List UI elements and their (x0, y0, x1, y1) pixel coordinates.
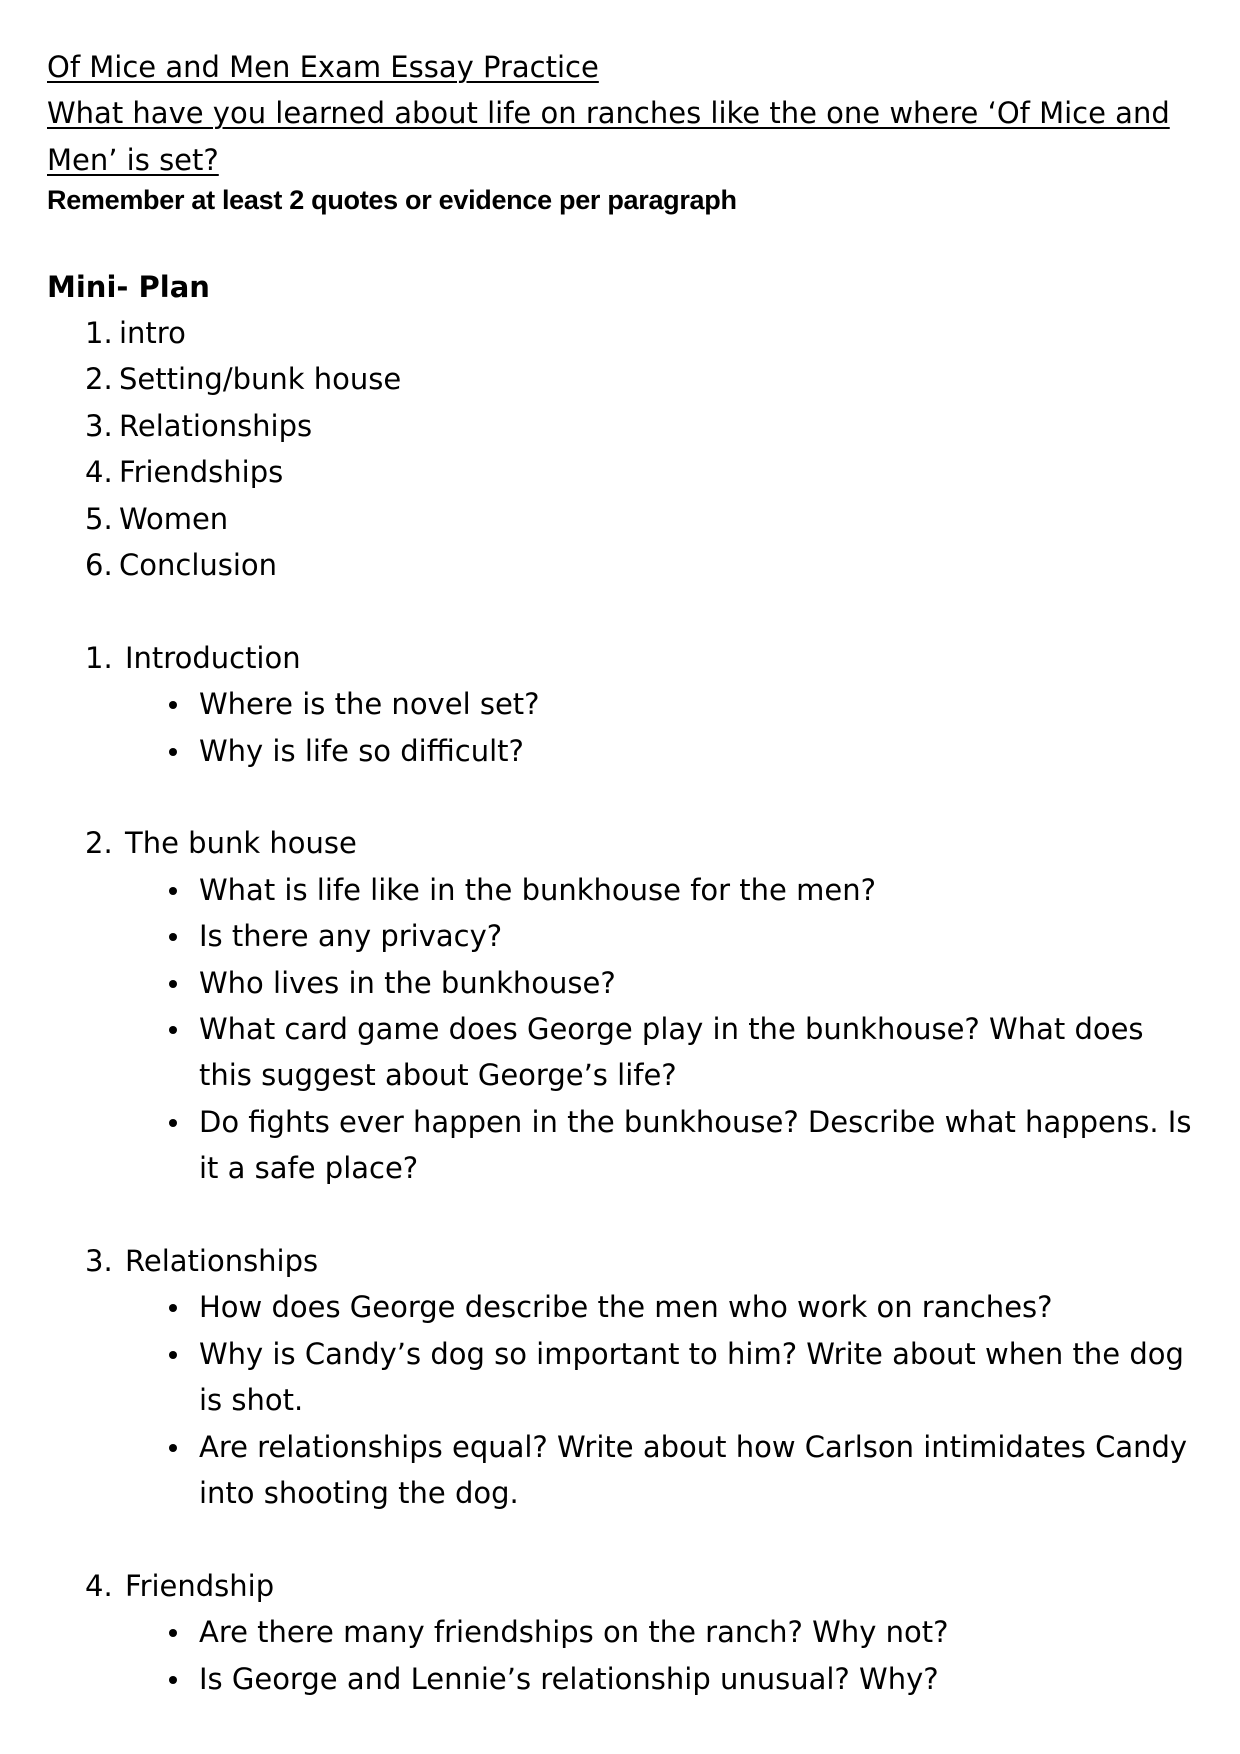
bullet-point: Who lives in the bunkhouse? (47, 960, 1199, 1006)
reminder-note: Remember at least 2 quotes or evidence per paragraph (47, 185, 737, 216)
spacer (47, 1192, 1197, 1238)
section-title: Relationships (125, 1243, 319, 1278)
mini-plan-item (47, 403, 1197, 449)
document-page (47, 44, 1197, 1702)
section-heading (47, 820, 1197, 866)
mini-plan-item (47, 310, 1197, 356)
mini-plan-item (47, 449, 1197, 495)
bullet-point: How does George describe the men who work on ranches? (47, 1284, 1199, 1330)
item-number: 3. (85, 408, 113, 443)
bullet-point: Why is Candy’s dog so important to him? Write about when the dog is shot. (47, 1331, 1199, 1424)
spacer (47, 774, 1197, 820)
section-heading (47, 1238, 1197, 1284)
item-text: Friendships (119, 455, 284, 490)
item-number: 2. (85, 362, 113, 397)
bullet-point: Is there any privacy? (47, 913, 1199, 959)
essay-sections (47, 588, 1197, 1702)
item-number: 6. (85, 547, 113, 582)
bullet-point: Why is life so difficult? (47, 728, 1199, 774)
essay-question: What have you learned about life on ranches like the one where ‘Of Mice and Men’ is set? (47, 96, 1170, 177)
item-number: 5. (85, 501, 113, 536)
section-title: Introduction (125, 640, 301, 675)
mini-plan-heading: Mini- Plan (47, 269, 210, 304)
mini-plan-item (47, 496, 1197, 542)
item-text: Conclusion (119, 547, 278, 582)
document-title: Of Mice and Men Exam Essay Practice (47, 50, 599, 84)
bullet-point: What is life like in the bunkhouse for the men? (47, 867, 1199, 913)
mini-plan-item (47, 542, 1197, 588)
item-number: 4. (85, 455, 113, 490)
section-number: 4. (85, 1568, 113, 1603)
item-text: Women (119, 501, 229, 536)
bullet-point: Is George and Lennie’s relationship unusual? Why? (47, 1656, 1199, 1702)
section-number: 1. (85, 640, 113, 675)
mini-plan-item (47, 356, 1197, 402)
bullet-point: Where is the novel set? (47, 681, 1199, 727)
bullet-point: What card game does George play in the bunkhouse? What does this suggest about George’s life? (47, 1006, 1199, 1099)
section-title: The bunk house (125, 826, 357, 861)
section-title: Friendship (125, 1568, 275, 1603)
section-number: 2. (85, 826, 113, 861)
item-number: 1. (85, 315, 113, 350)
bullet-point: Are there many friendships on the ranch? Why not? (47, 1609, 1199, 1655)
bullet-point: Do fights ever happen in the bunkhouse? Describe what happens. Is it a safe place? (47, 1099, 1199, 1192)
spacer (47, 588, 1197, 634)
item-text: intro (119, 315, 186, 350)
item-text: Setting/bunk house (119, 362, 402, 397)
section-heading (47, 635, 1197, 681)
mini-plan-list (47, 310, 1197, 588)
item-text: Relationships (119, 408, 313, 443)
bullet-point: Are relationships equal? Write about how Carlson intimidates Candy into shooting the dog. (47, 1424, 1199, 1517)
section-heading (47, 1563, 1197, 1609)
section-number: 3. (85, 1243, 113, 1278)
spacer (47, 1516, 1197, 1562)
